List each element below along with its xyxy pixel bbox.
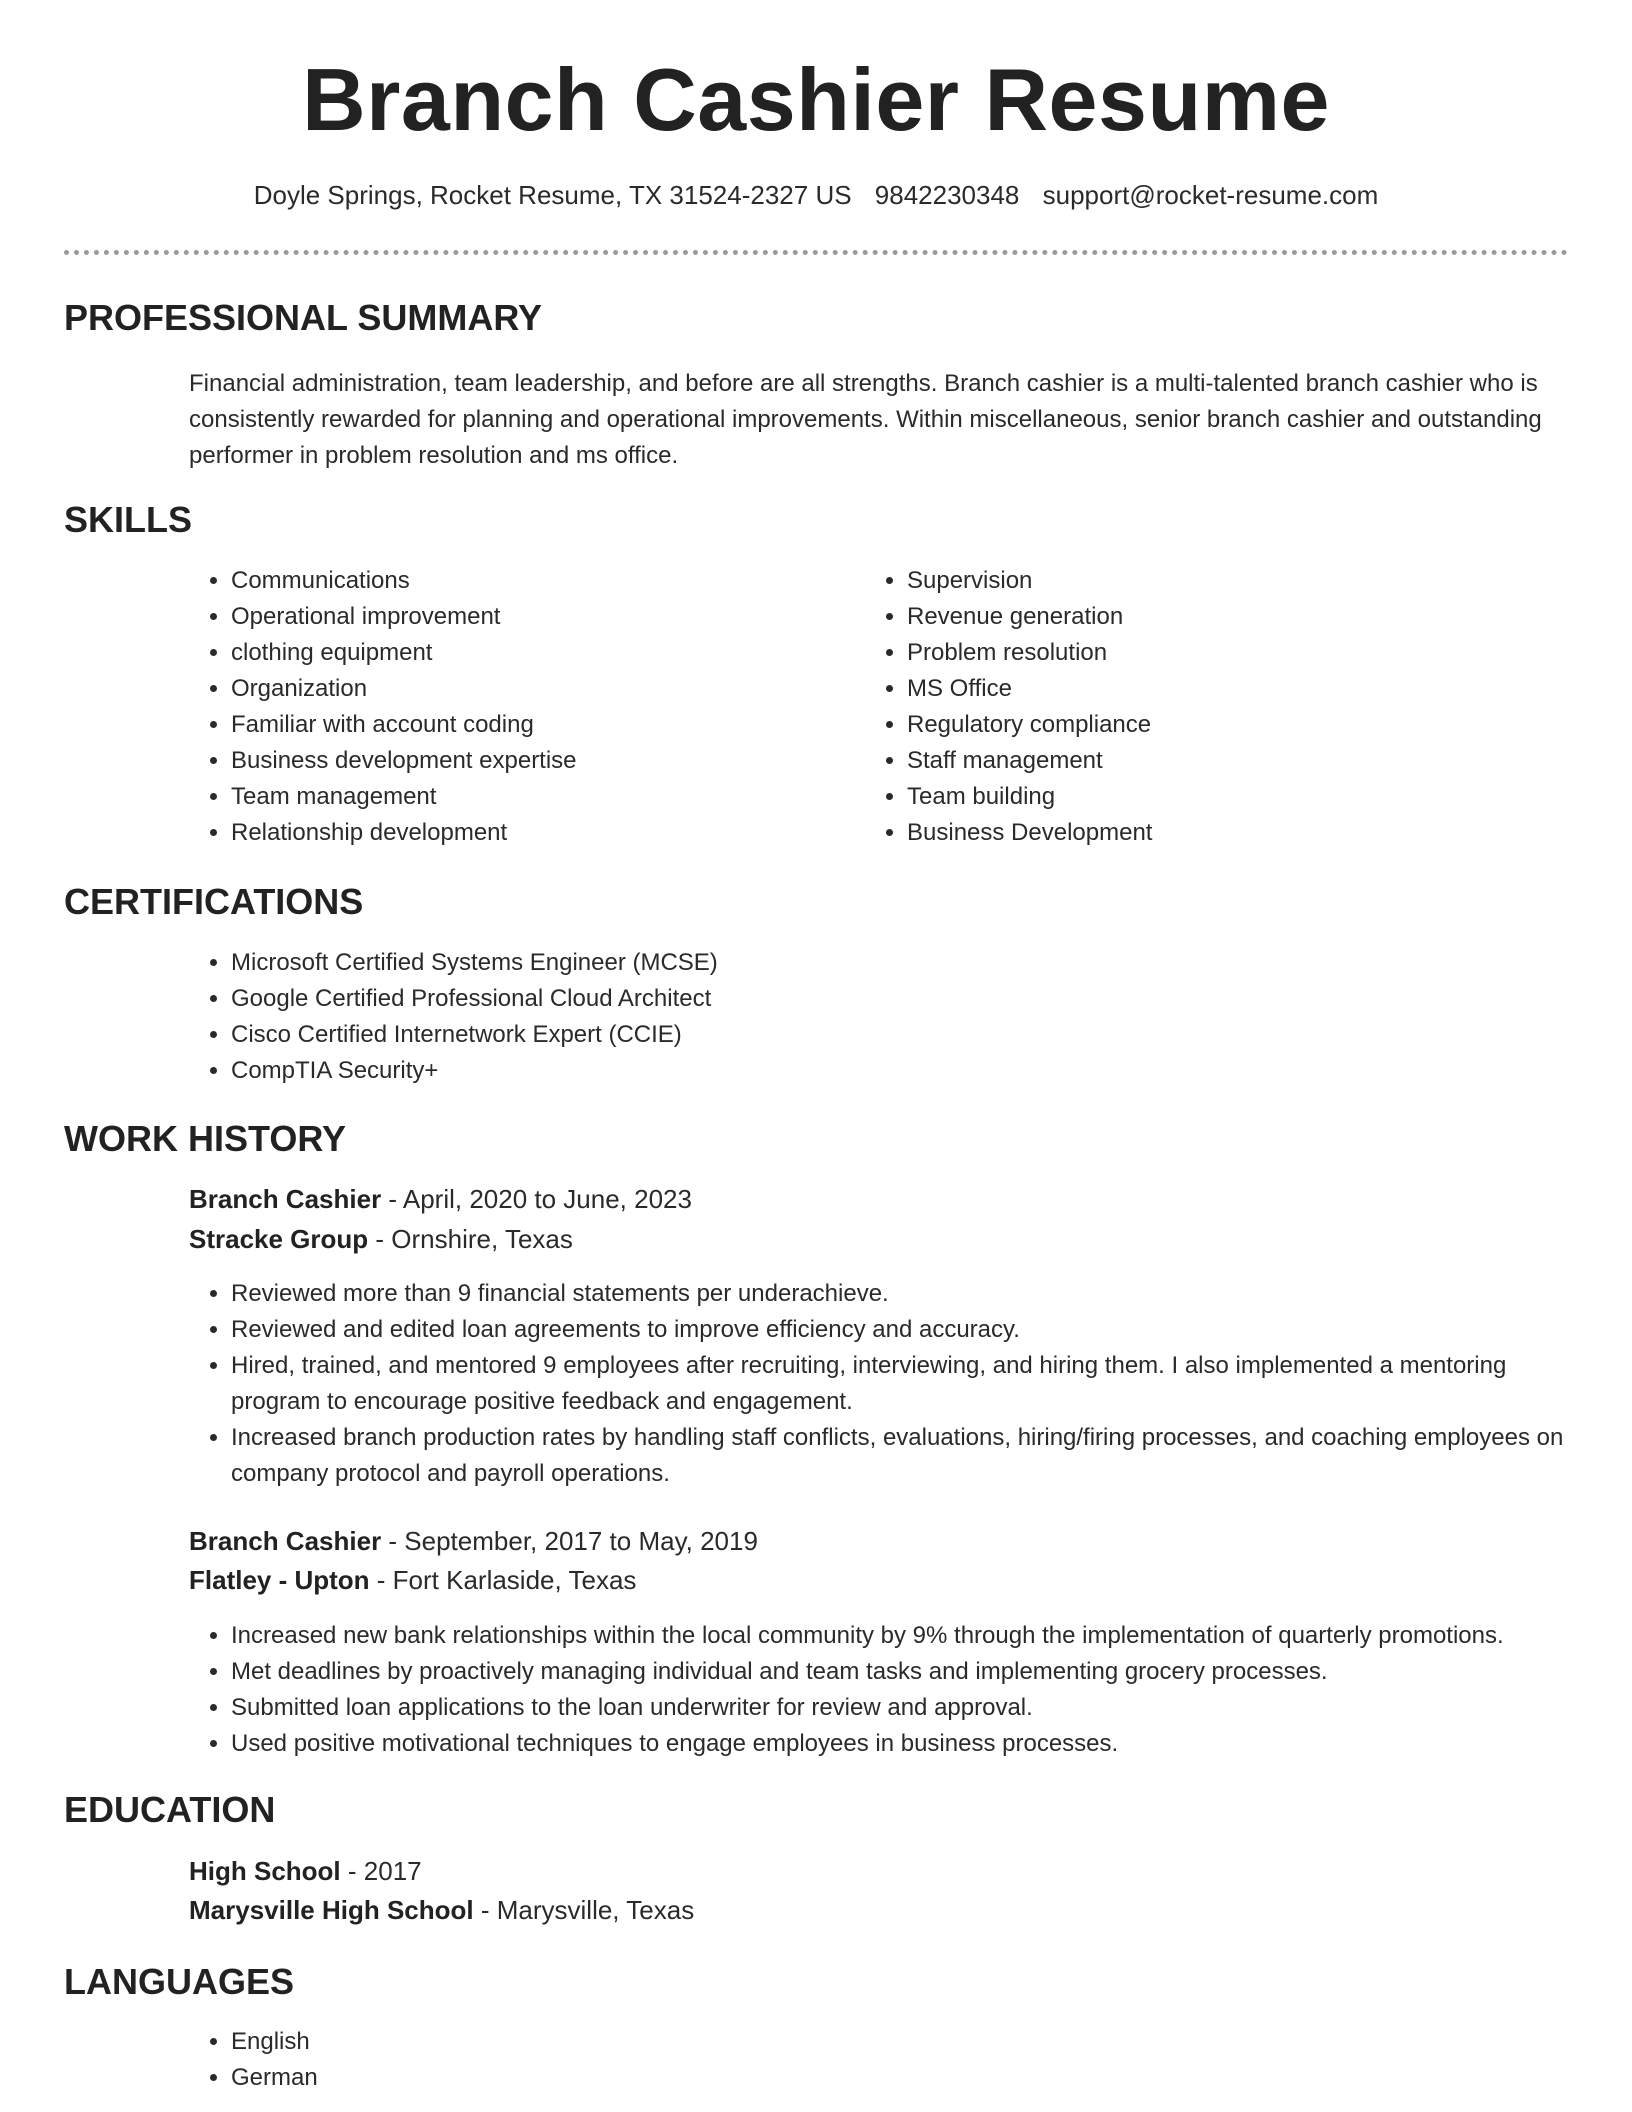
education-school: Marysville High School: [189, 1895, 474, 1925]
job-bullet: • Reviewed more than 9 financial statements per underachieve.: [231, 1276, 1591, 1312]
skills-list-right: [863, 563, 1507, 851]
skill-item: • Business Development: [907, 815, 1507, 851]
job-title: Branch Cashier: [189, 1526, 382, 1556]
skill-item: • Staff management: [907, 743, 1507, 779]
job-bullet: • Hired, trained, and mentored 9 employees after recruiting, interviewing, and hiring them. I also implemented a mentoring program to encourage positive feedback and engagement.: [231, 1348, 1591, 1420]
education-school-line: [189, 1895, 694, 1926]
education-location: - Marysville, Texas: [473, 1895, 695, 1925]
job-bullet: • Met deadlines by proactively managing individual and team tasks and implementing grocery processes.: [231, 1654, 1631, 1690]
skill-item: • Business development expertise: [231, 743, 831, 779]
education-heading: EDUCATION: [64, 1789, 276, 1830]
language-item: • German: [231, 2060, 831, 2096]
certification-item: • Microsoft Certified Systems Engineer (MCSE): [231, 945, 1531, 981]
job-bullet: • Increased branch production rates by handling staff conflicts, evaluations, hiring/firing processes, and coaching employees on company protocol and payroll operations.: [231, 1420, 1591, 1492]
skills-heading: SKILLS: [64, 499, 193, 540]
languages-heading: LANGUAGES: [64, 1961, 295, 2002]
contact-line: [0, 180, 1632, 211]
skill-item: • clothing equipment: [231, 635, 831, 671]
job-location: - Fort Karlaside, Texas: [369, 1565, 637, 1595]
education-degree: High School: [189, 1856, 341, 1886]
education-year: - 2017: [340, 1856, 422, 1886]
certifications-heading: CERTIFICATIONS: [64, 881, 364, 922]
summary-text: Financial administration, team leadership, and before are all strengths. Branch cashier is a multi-talented branch cashier who is consistently rewarded for planning and operational improvements. Within miscellaneous, senior branch cashier and outstanding performer in problem resolution and ms office.: [189, 370, 1542, 469]
resume-title: Branch Cashier Resume: [302, 50, 1330, 149]
summary-heading: PROFESSIONAL SUMMARY: [64, 297, 543, 338]
job-dates: - September, 2017 to May, 2019: [381, 1526, 758, 1556]
skill-item: • Problem resolution: [907, 635, 1507, 671]
job-bullet: • Submitted loan applications to the loan underwriter for review and approval.: [231, 1690, 1631, 1726]
job-location: - Ornshire, Texas: [368, 1224, 573, 1254]
skill-item: • Supervision: [907, 563, 1507, 599]
certification-item: • Google Certified Professional Cloud Architect: [231, 981, 1531, 1017]
job-bullets: [187, 1618, 1631, 1762]
education-degree-line: [189, 1856, 422, 1887]
job-bullet: • Reviewed and edited loan agreements to improve efficiency and accuracy.: [231, 1312, 1591, 1348]
job-company-line: [189, 1565, 636, 1596]
job-bullet: • Used positive motivational techniques to engage employees in business processes.: [231, 1726, 1631, 1762]
contact-phone: 9842230348: [874, 180, 1020, 210]
skill-item: • Familiar with account coding: [231, 707, 831, 743]
job-title-line: [189, 1526, 758, 1557]
skill-item: • MS Office: [907, 671, 1507, 707]
skill-item: • Organization: [231, 671, 831, 707]
languages-list: [187, 2024, 831, 2096]
certification-item: • CompTIA Security+: [231, 1053, 1531, 1089]
contact-email: support@rocket-resume.com: [1042, 180, 1379, 210]
certification-item: • Cisco Certified Internetwork Expert (CCIE): [231, 1017, 1531, 1053]
job-company: Flatley - Upton: [189, 1565, 370, 1595]
skill-item: • Team management: [231, 779, 831, 815]
job-title-line: [189, 1184, 692, 1215]
certifications-list: [187, 945, 1531, 1089]
work-history-heading: WORK HISTORY: [64, 1118, 347, 1159]
skills-list-left: [187, 563, 831, 851]
job-dates: - April, 2020 to June, 2023: [381, 1184, 692, 1214]
skill-item: • Relationship development: [231, 815, 831, 851]
skill-item: • Regulatory compliance: [907, 707, 1507, 743]
skill-item: • Operational improvement: [231, 599, 831, 635]
skill-item: • Communications: [231, 563, 831, 599]
skill-item: • Team building: [907, 779, 1507, 815]
job-bullets: [187, 1276, 1591, 1492]
job-title: Branch Cashier: [189, 1184, 382, 1214]
job-company: Stracke Group: [189, 1224, 369, 1254]
header-divider: [64, 250, 1568, 255]
skill-item: • Revenue generation: [907, 599, 1507, 635]
job-company-line: [189, 1224, 573, 1255]
contact-address: Doyle Springs, Rocket Resume, TX 31524-2327 US: [253, 180, 852, 210]
language-item: • English: [231, 2024, 831, 2060]
job-bullet: • Increased new bank relationships within the local community by 9% through the implementation of quarterly promotions.: [231, 1618, 1631, 1654]
